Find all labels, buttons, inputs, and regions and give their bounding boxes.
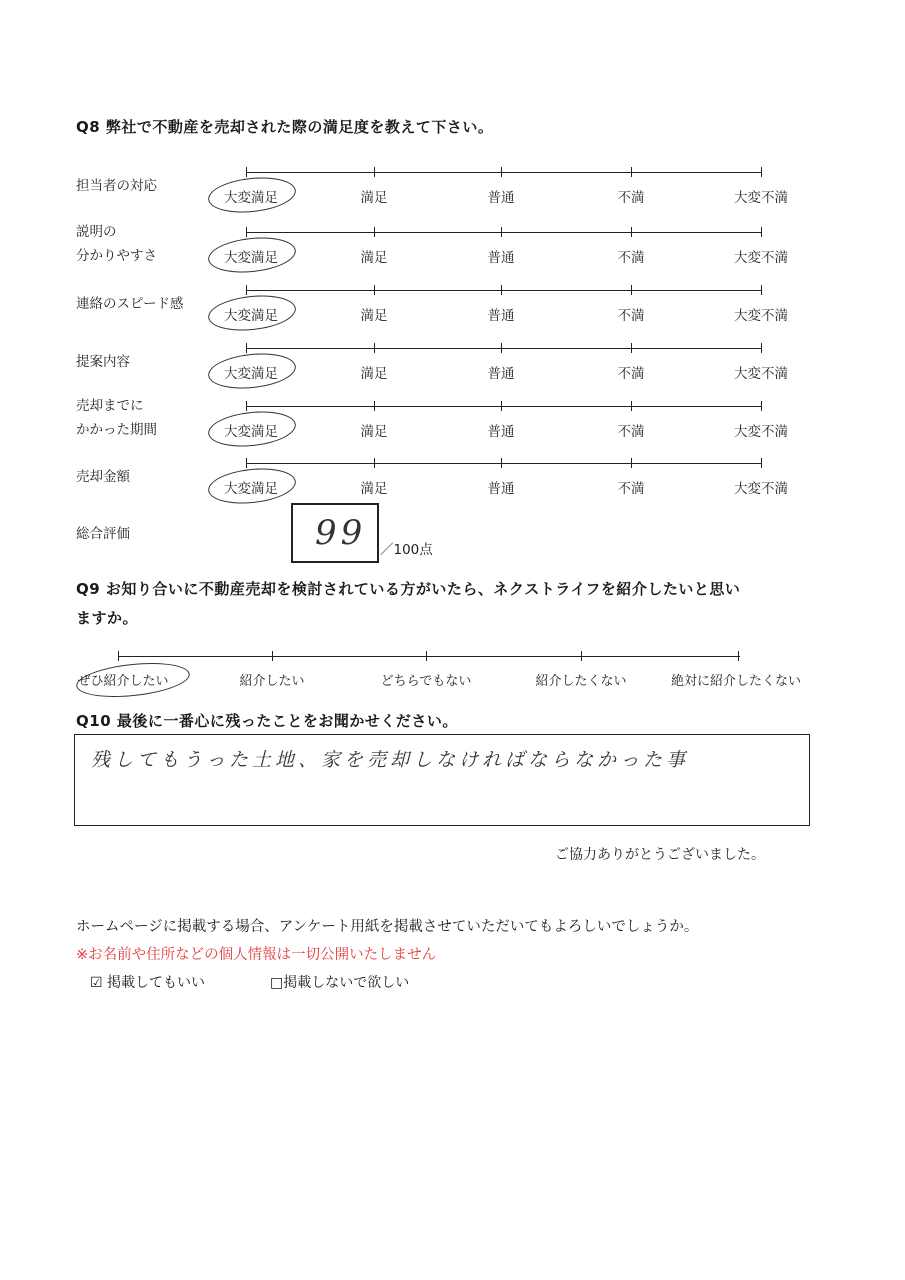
recommend-option[interactable]: どちらでもない xyxy=(380,674,472,689)
rating-option[interactable]: 満足 xyxy=(360,424,388,440)
rating-option[interactable]: 不満 xyxy=(617,190,645,206)
publish-no-checkbox[interactable]: □掲載しないで欲しい xyxy=(270,975,410,991)
q8-row-label: 説明の xyxy=(76,224,117,240)
scale-tick xyxy=(631,458,632,468)
rating-option[interactable]: 満足 xyxy=(360,366,388,382)
q9-title-line1: Q9 お知り合いに不動産売却を検討されている方がいたら、ネクストライフを紹介したいと思い xyxy=(76,580,741,598)
q8-scale xyxy=(224,290,788,330)
thanks-message: ご協力ありがとうございました。 xyxy=(555,847,765,863)
q8-row-label: 連絡のスピード感 xyxy=(76,296,184,312)
scale-tick xyxy=(631,343,632,353)
scale-tick xyxy=(246,401,247,411)
q8-row-label: 提案内容 xyxy=(76,354,130,370)
rating-option[interactable]: 大変満足 xyxy=(224,366,278,382)
rating-option[interactable]: 不満 xyxy=(617,481,645,497)
scale-tick xyxy=(374,343,375,353)
q8-row-label-line2: 分かりやすさ xyxy=(76,248,157,264)
q9-scale xyxy=(77,656,802,696)
rating-option[interactable]: 不満 xyxy=(617,250,645,266)
scale-tick xyxy=(631,227,632,237)
recommend-option[interactable]: 絶対に紹介したくない xyxy=(670,674,802,689)
rating-option[interactable]: 普通 xyxy=(487,424,515,440)
scale-tick xyxy=(581,651,582,661)
selection-circle xyxy=(206,173,297,216)
scale-tick xyxy=(761,227,762,237)
scale-tick xyxy=(761,458,762,468)
q8-scale xyxy=(224,463,788,503)
overall-label: 総合評価 xyxy=(76,526,130,542)
scale-tick xyxy=(761,401,762,411)
rating-option[interactable]: 満足 xyxy=(360,190,388,206)
q8-row-label: 担当者の対応 xyxy=(76,178,157,194)
rating-option[interactable]: 大変満足 xyxy=(224,308,278,324)
publish-yes-checkbox[interactable]: ☑ 掲載してもいい xyxy=(90,975,206,991)
rating-option[interactable]: 大変満足 xyxy=(224,424,278,440)
rating-option[interactable]: 普通 xyxy=(487,308,515,324)
scale-tick xyxy=(631,167,632,177)
rating-option[interactable]: 大変不満 xyxy=(734,308,788,324)
rating-option[interactable]: 大変不満 xyxy=(734,190,788,206)
rating-option[interactable]: 大変不満 xyxy=(734,424,788,440)
rating-option[interactable]: 不満 xyxy=(617,366,645,382)
q8-row-label-line2: かかった期間 xyxy=(76,422,157,438)
rating-option[interactable]: 大変満足 xyxy=(224,190,278,206)
q8-scale xyxy=(224,348,788,388)
q8-row-label: 売却金額 xyxy=(76,469,130,485)
selection-circle xyxy=(206,464,297,507)
scale-tick xyxy=(761,343,762,353)
selection-circle xyxy=(206,291,297,334)
scale-tick xyxy=(374,285,375,295)
q8-title: Q8 弊社で不動産を売却された際の満足度を教えて下さい。 xyxy=(76,118,494,136)
scale-tick xyxy=(246,343,247,353)
q10-answer-box[interactable] xyxy=(74,734,810,826)
scale-tick xyxy=(374,227,375,237)
scale-tick xyxy=(272,651,273,661)
q9-title-line2: ますか。 xyxy=(76,609,139,627)
rating-option[interactable]: 大変不満 xyxy=(734,250,788,266)
scale-tick xyxy=(246,285,247,295)
scale-tick xyxy=(631,401,632,411)
rating-option[interactable]: 満足 xyxy=(360,481,388,497)
overall-suffix: ／100点 xyxy=(380,542,433,558)
scale-tick xyxy=(501,458,502,468)
scale-tick xyxy=(118,651,119,661)
scale-tick xyxy=(374,167,375,177)
q10-title: Q10 最後に一番心に残ったことをお聞かせください。 xyxy=(76,712,458,730)
rating-option[interactable]: 満足 xyxy=(360,308,388,324)
selection-circle xyxy=(206,407,297,450)
scale-tick xyxy=(761,285,762,295)
scale-tick xyxy=(501,167,502,177)
scale-tick xyxy=(761,167,762,177)
rating-option[interactable]: 大変不満 xyxy=(734,366,788,382)
q10-answer-text: 残してもうった土地、家を売却しなければならなかった事 xyxy=(91,749,690,771)
selection-circle xyxy=(206,349,297,392)
q8-scale xyxy=(224,172,788,212)
scale-tick xyxy=(246,167,247,177)
scale-tick xyxy=(501,227,502,237)
scale-tick xyxy=(501,401,502,411)
scale-tick xyxy=(631,285,632,295)
scale-tick xyxy=(374,458,375,468)
overall-score-value: 99 xyxy=(315,513,367,553)
rating-option[interactable]: 不満 xyxy=(617,308,645,324)
recommend-option[interactable]: 紹介したい xyxy=(239,674,305,689)
scale-tick xyxy=(246,227,247,237)
rating-option[interactable]: 大変満足 xyxy=(224,250,278,266)
scale-tick xyxy=(501,343,502,353)
selection-circle xyxy=(206,233,297,276)
privacy-note: ※お名前や住所などの個人情報は一切公開いたしません xyxy=(76,947,437,963)
selection-circle xyxy=(75,658,192,702)
rating-option[interactable]: 普通 xyxy=(487,190,515,206)
scale-tick xyxy=(426,651,427,661)
q8-scale xyxy=(224,232,788,272)
overall-score-box[interactable] xyxy=(291,503,379,563)
rating-option[interactable]: 大変満足 xyxy=(224,481,278,497)
scale-tick xyxy=(501,285,502,295)
scale-tick xyxy=(374,401,375,411)
rating-option[interactable]: 満足 xyxy=(360,250,388,266)
rating-option[interactable]: 普通 xyxy=(487,366,515,382)
q8-scale xyxy=(224,406,788,446)
recommend-option[interactable]: ぜひ紹介したい xyxy=(77,674,169,689)
rating-option[interactable]: 普通 xyxy=(487,481,515,497)
publish-question: ホームページに掲載する場合、アンケート用紙を掲載させていただいてもよろしいでしょうか。 xyxy=(76,919,699,935)
scale-tick xyxy=(246,458,247,468)
rating-option[interactable]: 大変不満 xyxy=(734,481,788,497)
q8-row-label: 売却までに xyxy=(76,398,144,414)
rating-option[interactable]: 普通 xyxy=(487,250,515,266)
recommend-option[interactable]: 紹介したくない xyxy=(535,674,627,689)
rating-option[interactable]: 不満 xyxy=(617,424,645,440)
scale-tick xyxy=(738,651,739,661)
